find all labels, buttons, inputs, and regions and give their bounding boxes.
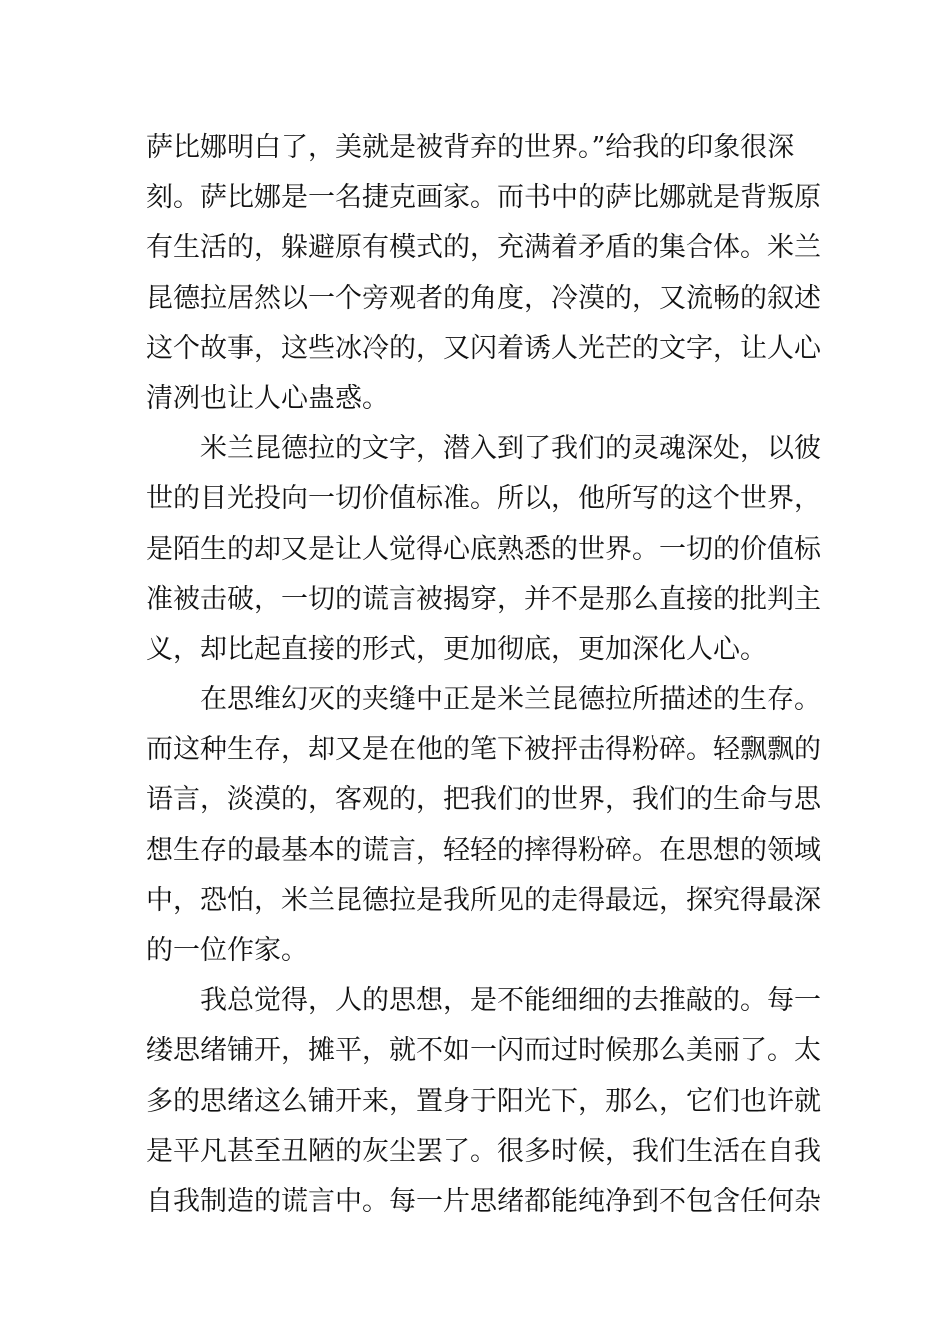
text-line: 是平凡甚至丑陋的灰尘罢了。很多时候，我们生活在自我 (146, 1135, 821, 1167)
text-line: 昆德拉居然以一个旁观者的角度，冷漠的，又流畅的叙述 (146, 282, 821, 314)
text-line: 有生活的，躲避原有模式的，充满着矛盾的集合体。米兰 (146, 232, 821, 264)
text-line: 自我制造的谎言中。每一片思绪都能纯净到不包含任何杂 (146, 1185, 821, 1217)
paragraph-first-line: 米兰昆德拉的文字，潜入到了我们的灵魂深处，以彼 (200, 433, 821, 465)
text-line: 清冽也让人心蛊惑。 (146, 382, 389, 414)
text-line: 萨比娜明白了，美就是被背弃的世界。”给我的印象很深 (146, 132, 795, 163)
paragraph-first-line: 我总觉得，人的思想，是不能细细的去推敲的。每一 (200, 985, 821, 1017)
text-line: 缕思绪铺开，摊平，就不如一闪而过时候那么美丽了。太 (146, 1035, 821, 1067)
text-line: 这个故事，这些冰冷的，又闪着诱人光芒的文字，让人心 (146, 332, 821, 364)
text-line: 而这种生存，却又是在他的笔下被抨击得粉碎。轻飘飘的 (146, 734, 821, 766)
text-line: 的一位作家。 (146, 935, 308, 966)
text-line: 世的目光投向一切价值标准。所以，他所写的这个世界， (146, 483, 821, 515)
text-line: 多的思绪这么铺开来，置身于阳光下，那么，它们也许就 (146, 1085, 821, 1117)
text-line: 语言，淡漠的，客观的，把我们的世界，我们的生命与思 (146, 784, 821, 816)
text-line: 中，恐怕，米兰昆德拉是我所见的走得最远，探究得最深 (146, 884, 821, 916)
body-text (146, 123, 821, 1227)
paragraph-first-line: 在思维幻灭的夹缝中正是米兰昆德拉所描述的生存。 (200, 684, 821, 716)
text-line: 想生存的最基本的谎言，轻轻的摔得粉碎。在思想的领域 (146, 834, 821, 866)
text-line: 义，却比起直接的形式，更加彻底，更加深化人心。 (146, 633, 767, 665)
text-line: 准被击破，一切的谎言被揭穿，并不是那么直接的批判主 (146, 583, 821, 615)
text-line: 刻。萨比娜是一名捷克画家。而书中的萨比娜就是背叛原 (146, 182, 821, 214)
text-line: 是陌生的却又是让人觉得心底熟悉的世界。一切的价值标 (146, 533, 821, 565)
